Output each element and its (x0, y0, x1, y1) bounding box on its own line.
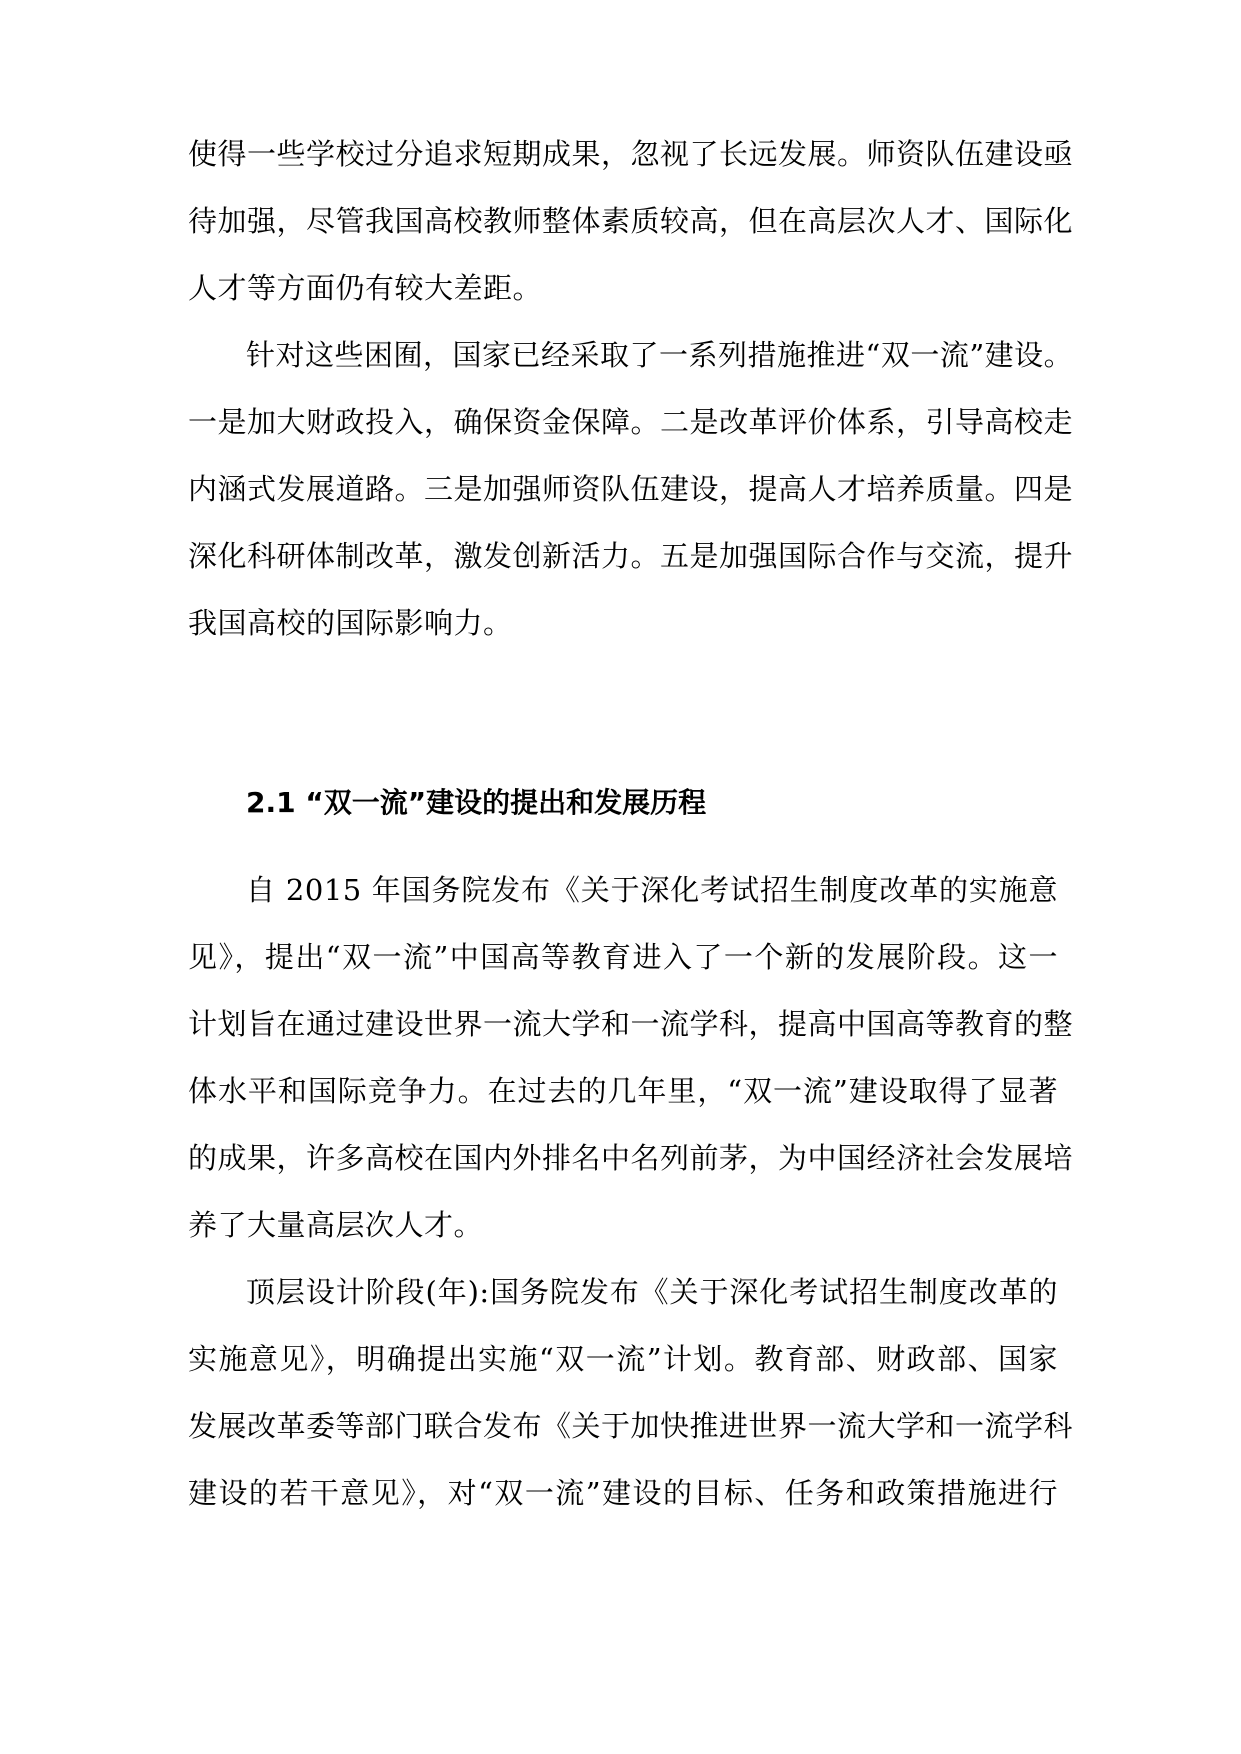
paragraph-4-line-4: 建设的若干意见》，对“双一流”建设的目标、任务和政策措施进行 (188, 1476, 1058, 1510)
paragraph-2-line-4: 深化科研体制改革，激发创新活力。五是加强国际合作与交流，提升 (188, 539, 1074, 573)
section-heading: 2.1 “双一流”建设的提出和发展历程 (246, 786, 707, 819)
paragraph-2-line-2: 一是加大财政投入，确保资金保障。二是改革评价体系，引导高校走 (188, 405, 1074, 439)
paragraph-3-line-1: 自 2015 年国务院发布《关于深化考试招生制度改革的实施意 (246, 873, 1058, 907)
paragraph-3-line-2: 见》，提出“双一流”中国高等教育进入了一个新的发展阶段。这一 (188, 940, 1058, 974)
paragraph-2-line-3: 内涵式发展道路。三是加强师资队伍建设，提高人才培养质量。四是 (188, 472, 1074, 506)
paragraph-1-line-1: 使得一些学校过分追求短期成果，忽视了长远发展。师资队伍建设亟 (188, 137, 1074, 171)
paragraph-3-line-3: 计划旨在通过建设世界一流大学和一流学科，提高中国高等教育的整 (188, 1007, 1074, 1041)
paragraph-1-line-3: 人才等方面仍有较大差距。 (188, 271, 543, 305)
paragraph-3-line-5: 的成果，许多高校在国内外排名中名列前茅，为中国经济社会发展培 (188, 1141, 1074, 1175)
paragraph-4-line-2: 实施意见》，明确提出实施“双一流”计划。教育部、财政部、国家 (188, 1342, 1058, 1376)
paragraph-2-line-1: 针对这些困囿，国家已经采取了一系列措施推进“双一流”建设。 (246, 338, 1074, 372)
paragraph-1-line-2: 待加强，尽管我国高校教师整体素质较高，但在高层次人才、国际化 (188, 204, 1074, 238)
paragraph-3-line-4: 体水平和国际竞争力。在过去的几年里，“双一流”建设取得了显著 (188, 1074, 1058, 1108)
paragraph-3-line-6: 养了大量高层次人才。 (188, 1208, 484, 1242)
paragraph-4-line-3: 发展改革委等部门联合发布《关于加快推进世界一流大学和一流学科 (188, 1409, 1074, 1443)
paragraph-4-line-1: 顶层设计阶段(年):国务院发布《关于深化考试招生制度改革的 (246, 1275, 1058, 1309)
paragraph-2-line-5: 我国高校的国际影响力。 (188, 606, 513, 640)
